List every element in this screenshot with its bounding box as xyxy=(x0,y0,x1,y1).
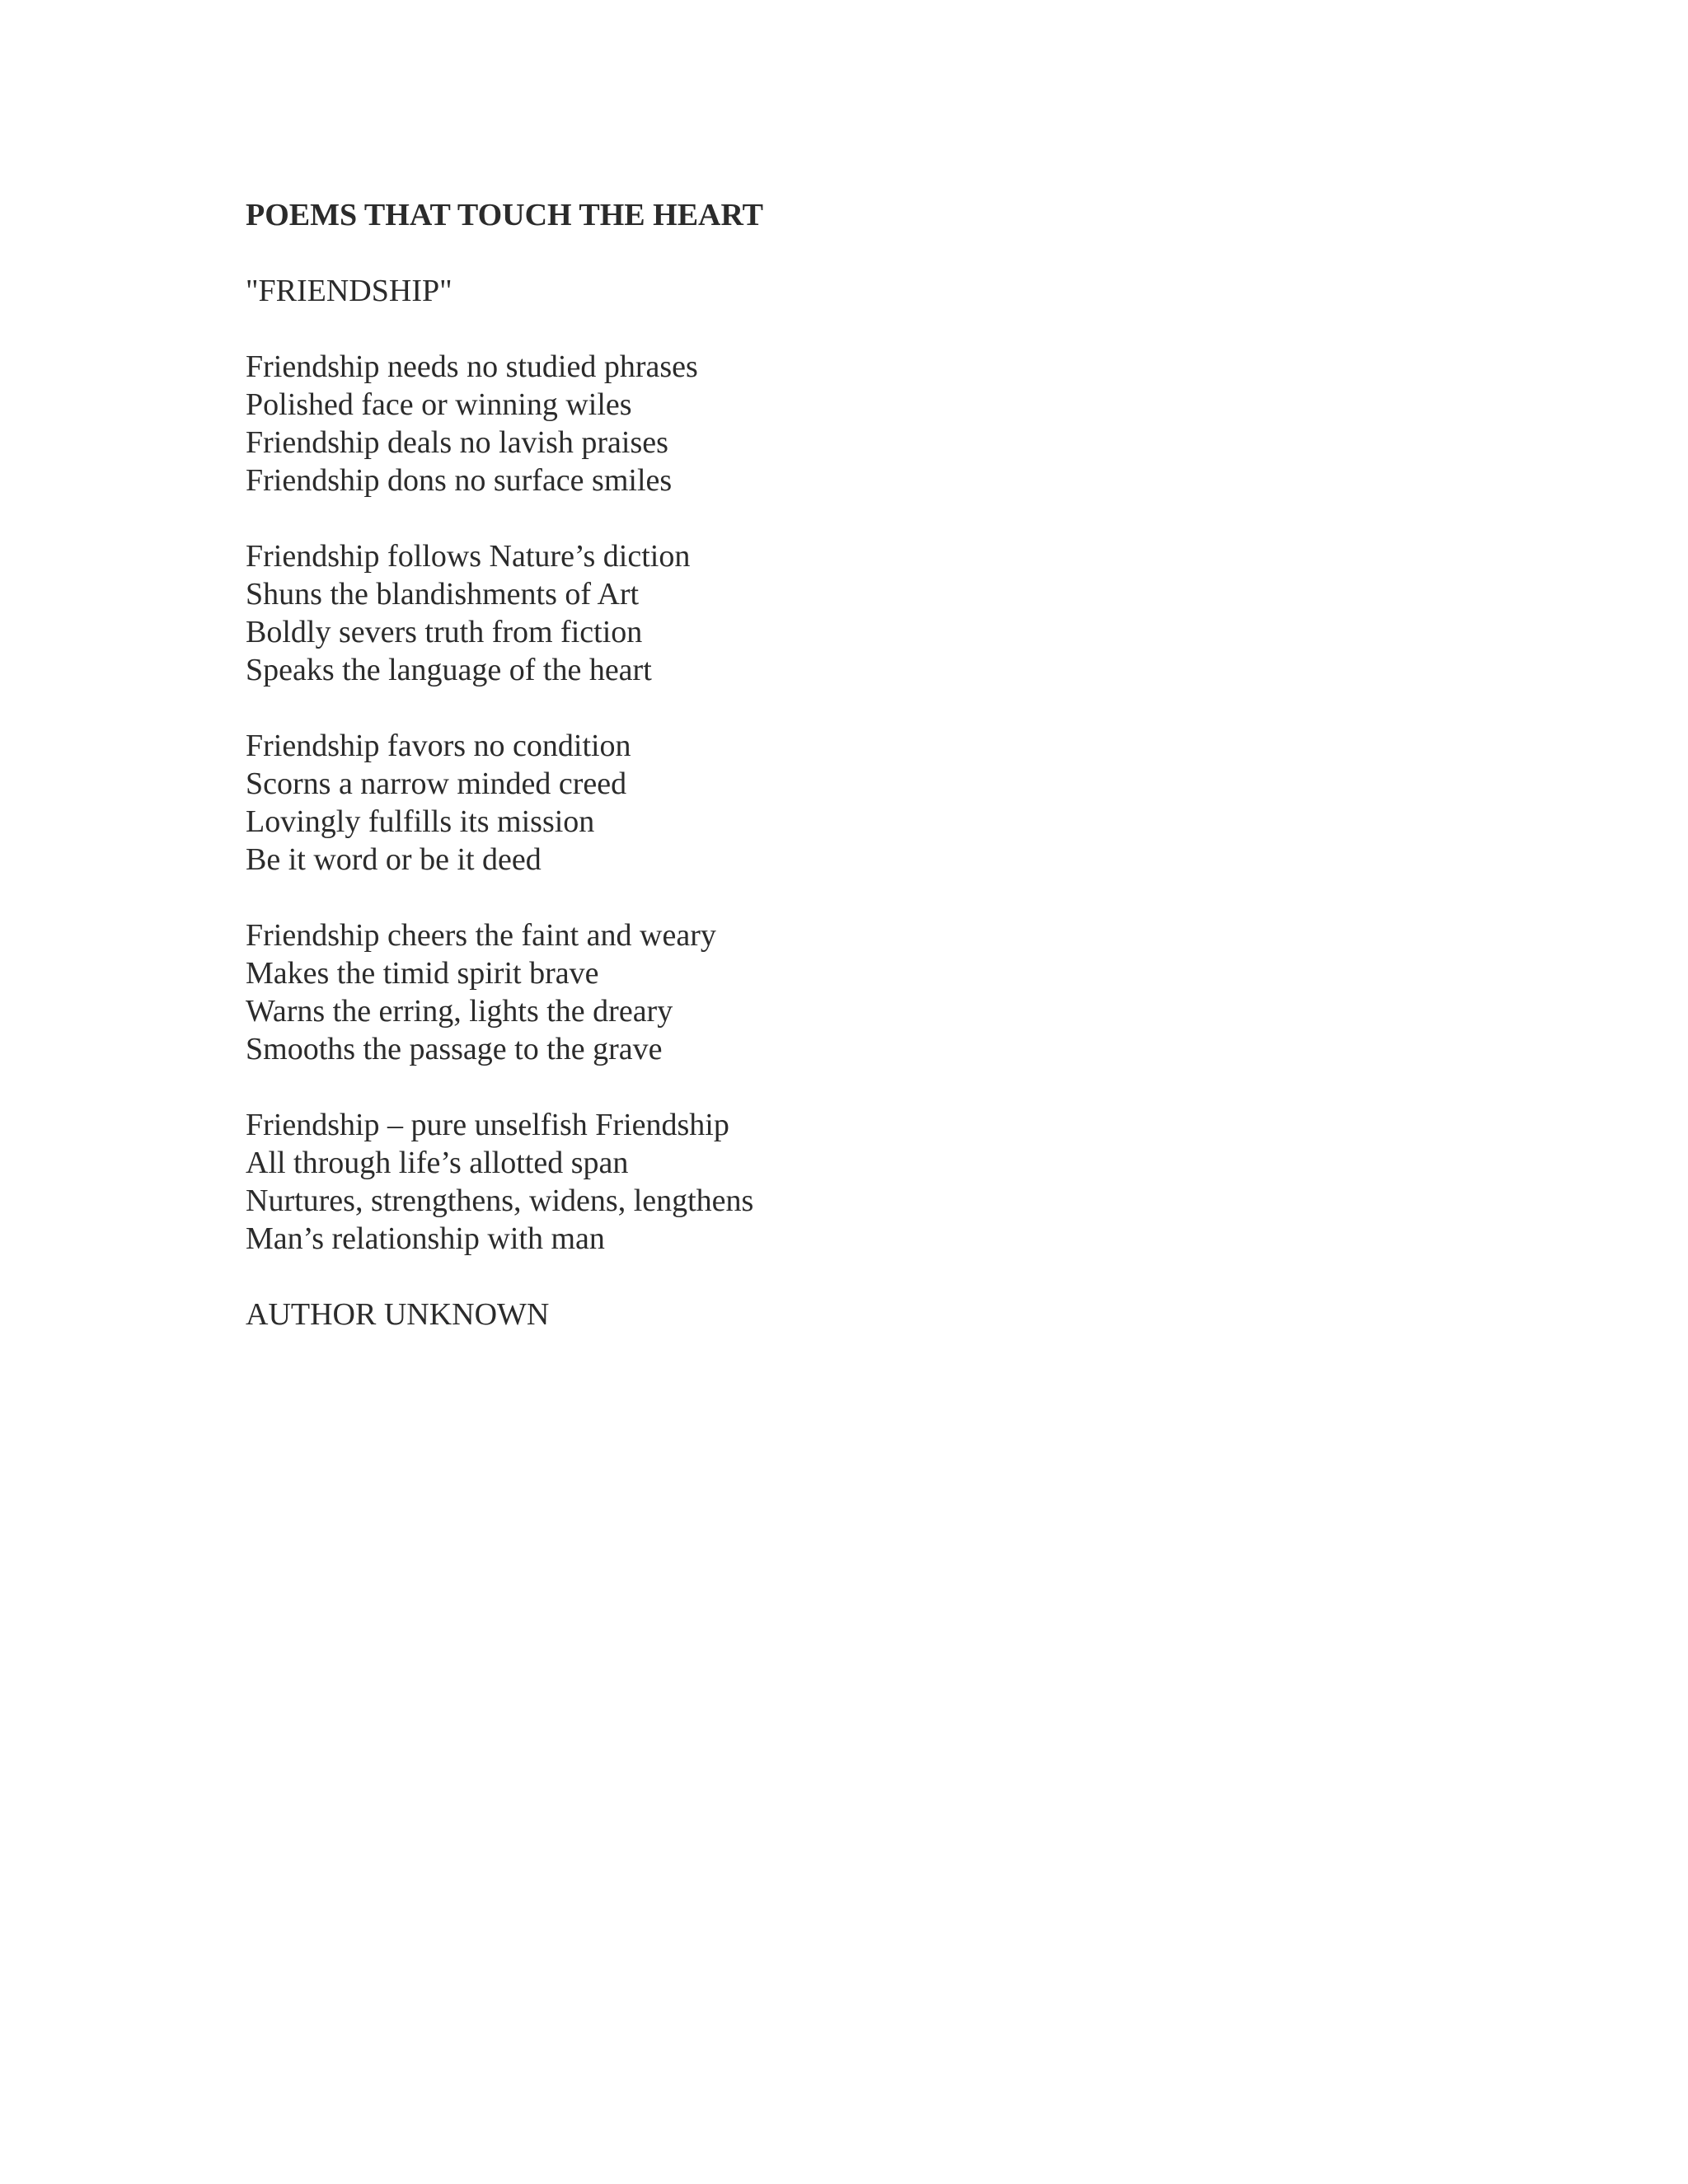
poem-title: "FRIENDSHIP" xyxy=(246,274,452,308)
poem-line: Makes the timid spirit brave xyxy=(246,956,599,991)
poem-line: Warns the erring, lights the dreary xyxy=(246,994,673,1029)
poem-line: Friendship favors no condition xyxy=(246,729,631,763)
poem-line: Be it word or be it deed xyxy=(246,842,542,877)
stanza-5 xyxy=(246,1106,1482,1258)
poem-line: Shuns the blandishments of Art xyxy=(246,577,640,612)
poem-line: Friendship needs no studied phrases xyxy=(246,349,698,384)
stanza-1 xyxy=(246,348,1482,499)
poem-line: Friendship follows Nature’s diction xyxy=(246,539,691,574)
poem-body xyxy=(246,348,1482,1258)
poem-line: Speaks the language of the heart xyxy=(246,653,652,687)
document-heading: POEMS THAT TOUCH THE HEART xyxy=(246,198,763,232)
poem-line: Friendship – pure unselfish Friendship xyxy=(246,1108,729,1142)
poem-line: All through life’s allotted span xyxy=(246,1146,629,1180)
poem-line: Friendship deals no lavish praises xyxy=(246,425,668,460)
poem-line: Friendship cheers the faint and weary xyxy=(246,918,716,953)
poem-line: Scorns a narrow minded creed xyxy=(246,766,627,801)
poem-line: Lovingly fulfills its mission xyxy=(246,804,595,839)
document-content xyxy=(246,196,1482,1333)
poem-line: Boldly severs truth from fiction xyxy=(246,615,643,649)
poem-line: Friendship dons no surface smiles xyxy=(246,463,673,498)
stanza-4 xyxy=(246,916,1482,1068)
poem-author: AUTHOR UNKNOWN xyxy=(246,1297,550,1332)
stanza-3 xyxy=(246,727,1482,879)
poem-line: Polished face or winning wiles xyxy=(246,387,632,422)
poem-line: Nurtures, strengthens, widens, lengthens xyxy=(246,1183,754,1218)
stanza-2 xyxy=(246,537,1482,689)
poem-line: Smooths the passage to the grave xyxy=(246,1032,663,1066)
poem-line: Man’s relationship with man xyxy=(246,1221,605,1256)
